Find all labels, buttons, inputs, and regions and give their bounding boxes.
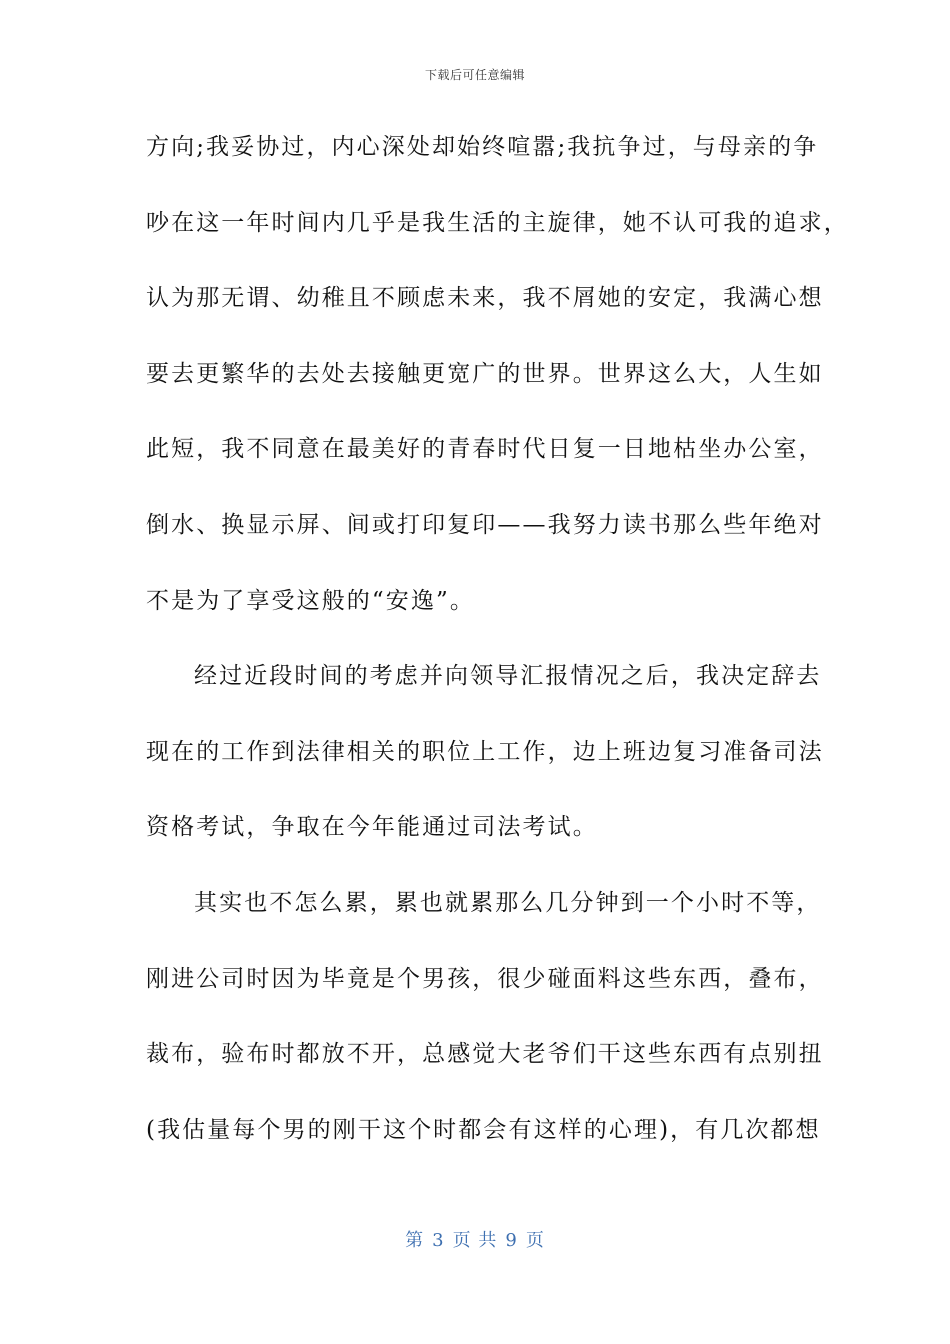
paragraph-start-line: 经过近段时间的考虑并向领导汇报情况之后，我决定辞去	[194, 663, 822, 690]
text-line: 不是为了享受这般的“安逸”。	[146, 587, 475, 614]
text-line: (我估量每个男的刚干这个时都会有这样的心理)，有几次都想	[146, 1116, 821, 1143]
text-line: 吵在这一年时间内几乎是我生活的主旋律，她不认可我的追求，	[146, 209, 849, 236]
text-line: 裁布，验布时都放不开，总感觉大老爷们干这些东西有点别扭	[146, 1041, 824, 1068]
text-line: 倒水、换显示屏、间或打印复印——我努力读书那么些年绝对	[146, 511, 824, 538]
footer-suffix: 页	[525, 1230, 545, 1251]
footer-middle: 页 共	[452, 1230, 498, 1251]
total-pages-number: 9	[505, 1230, 518, 1251]
text-line: 刚进公司时因为毕竟是个男孩，很少碰面料这些东西，叠布，	[146, 965, 824, 992]
current-page-number: 3	[432, 1230, 445, 1251]
text-line: 此短，我不同意在最美好的青春时代日复一日地枯坐办公室，	[146, 436, 824, 463]
document-body	[146, 124, 849, 1182]
paragraph-start-line: 其实也不怎么累，累也就累那么几分钟到一个小时不等，	[194, 889, 822, 916]
footer-prefix: 第	[405, 1230, 425, 1251]
text-line: 资格考试，争取在今年能通过司法考试。	[146, 814, 598, 841]
text-line: 认为那无谓、幼稚且不顾虑未来，我不屑她的安定，我满心想	[146, 285, 824, 312]
text-line: 现在的工作到法律相关的职位上工作，边上班边复习准备司法	[146, 738, 824, 765]
text-line: 方向;我妥协过，内心深处却始终喧嚣;我抗争过，与母亲的争	[146, 134, 819, 160]
text-line: 要去更繁华的去处去接触更宽广的世界。世界这么大，人生如	[146, 360, 824, 387]
page-number-footer	[0, 1226, 950, 1252]
page-header: 下载后可任意编辑	[424, 68, 525, 82]
